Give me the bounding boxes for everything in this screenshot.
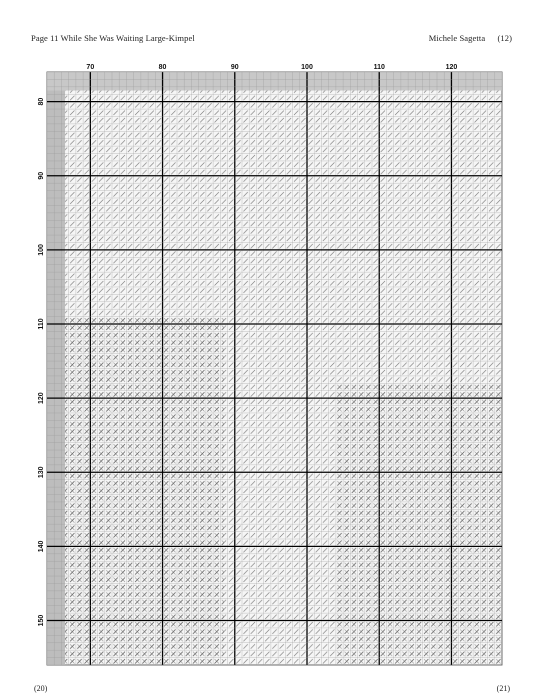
row-label: 150 — [38, 614, 45, 627]
page-title: Page 11 While She Was Waiting Large-Kimpel — [31, 33, 195, 43]
row-label: 130 — [38, 466, 45, 479]
chart-margin-top — [47, 72, 502, 91]
footer-right-page: (21) — [496, 684, 510, 693]
column-label: 100 — [301, 64, 313, 71]
row-label: 100 — [38, 244, 45, 256]
column-label: 80 — [158, 64, 167, 71]
row-label: 120 — [38, 392, 45, 404]
row-label: 80 — [38, 97, 45, 106]
column-label: 110 — [373, 64, 385, 71]
footer-left-page: (20) — [34, 684, 48, 693]
row-label: 110 — [38, 318, 45, 330]
stitch-area-symbols-left — [65, 317, 224, 665]
row-label: 140 — [38, 540, 45, 553]
column-label: 120 — [445, 64, 458, 71]
page-number: (12) — [497, 33, 512, 43]
column-label: 70 — [86, 64, 95, 71]
author-name: Michele Sagetta — [428, 33, 486, 43]
row-label: 90 — [38, 171, 45, 180]
column-label: 90 — [230, 64, 239, 71]
